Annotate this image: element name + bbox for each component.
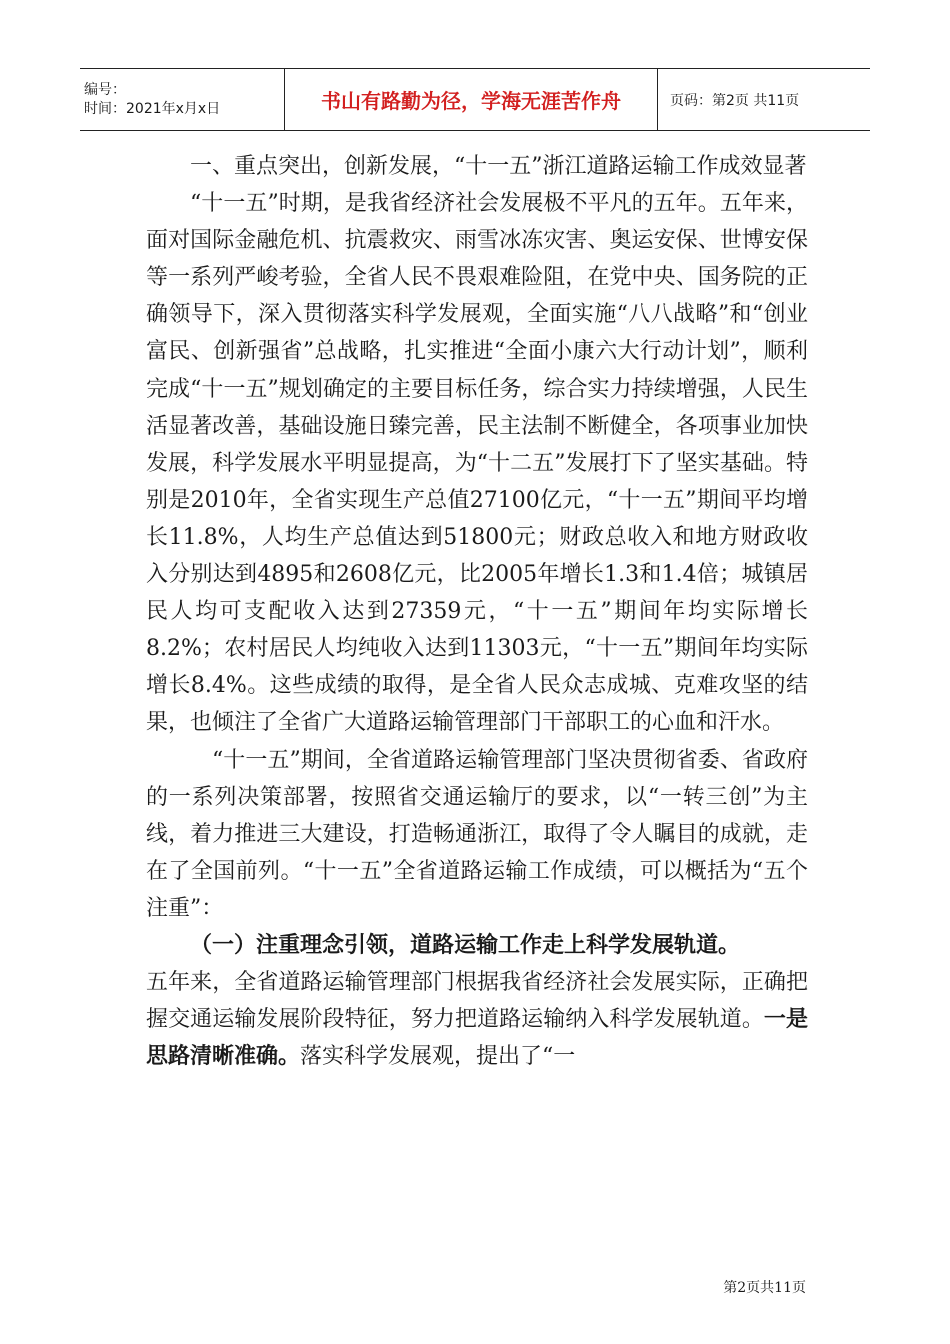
header-page-cell — [658, 69, 870, 130]
header-meta-cell — [80, 69, 285, 130]
paragraph-2: “十一五”期间，全省道路运输管理部门坚决贯彻省委、省政府的一系列决策部署，按照省交通运输厅的要求，以“一转三创”为主线，着力推进三大建设，打造畅通浙江，取得了令人瞩目的成就，走在了全国前列。“十一五”全省道路运输工作成绩，可以概括为“五个注重”： — [146, 747, 808, 921]
subhead-text: （一）注重理念引领，道路运输工作走上科学发展轨道。 — [190, 932, 741, 958]
paragraph-3-bold: 一是思路清晰准确。 — [146, 1007, 808, 1070]
paragraph-3-end: 落实科学发展观，提出了“一 — [300, 1044, 576, 1070]
header-motto-cell — [285, 69, 658, 130]
paragraph-3 — [146, 964, 808, 1075]
document-body — [146, 148, 808, 1075]
paragraph-1: “十一五”时期，是我省经济社会发展极不平凡的五年。五年来，面对国际金融危机、抗震救灾、雨雪冰冻灾害、奥运安保、世博安保等一系列严峻考验，全省人民不畏艰难险阻，在党中央、国务院的正确领导下，深入贯彻落实科学发展观，全面实施“八八战略”和“创业富民、创新强省”总战略，扎实推进“全面小康六大行动计划”，顺利完成“十一五”规划确定的主要目标任务，综合实力持续增强，人民生活显著改善，基础设施日臻完善，民主法制不断健全，各项事业加快发展，科学发展水平明显提高，为“十二五”发展打下了坚实基础。特别是2010年，全省实现生产总值27100亿元，“十一五”期间平均增长11.8%，人均生产总值达到51800元；财政总收入和地方财政收入分别达到4895和2608亿元，比2005年增长1.3和1.4倍；城镇居民人均可支配收入达到27359元，“十一五”期间年均实际增长8.2%；农村居民人均纯收入达到11303元，“十一五”期间年均实际增长8.4%。这些成绩的取得，是全省人民众志成城、克难攻坚的结果，也倾注了全省广大道路运输管理部门干部职工的心血和汗水。 — [146, 191, 808, 736]
paragraph-3-start: 五年来，全省道路运输管理部门根据我省经济社会发展实际，正确把握交通运输发展阶段特征，努力把道路运输纳入科学发展轨道。 — [146, 970, 808, 1033]
section-title: 一、重点突出，创新发展，“十一五”浙江道路运输工作成效显著 — [190, 154, 807, 179]
page-footer: 第2页共11页 — [723, 1280, 806, 1296]
subsection-heading — [146, 927, 808, 964]
serial-label: 编号： — [84, 81, 126, 98]
date-label: 时间：2021年x月x日 — [84, 100, 221, 117]
motto-text: 书山有路勤为径，学海无涯苦作舟 — [321, 89, 621, 113]
page-code: 页码：第2页 共11页 — [670, 92, 800, 109]
header-table — [80, 68, 870, 131]
